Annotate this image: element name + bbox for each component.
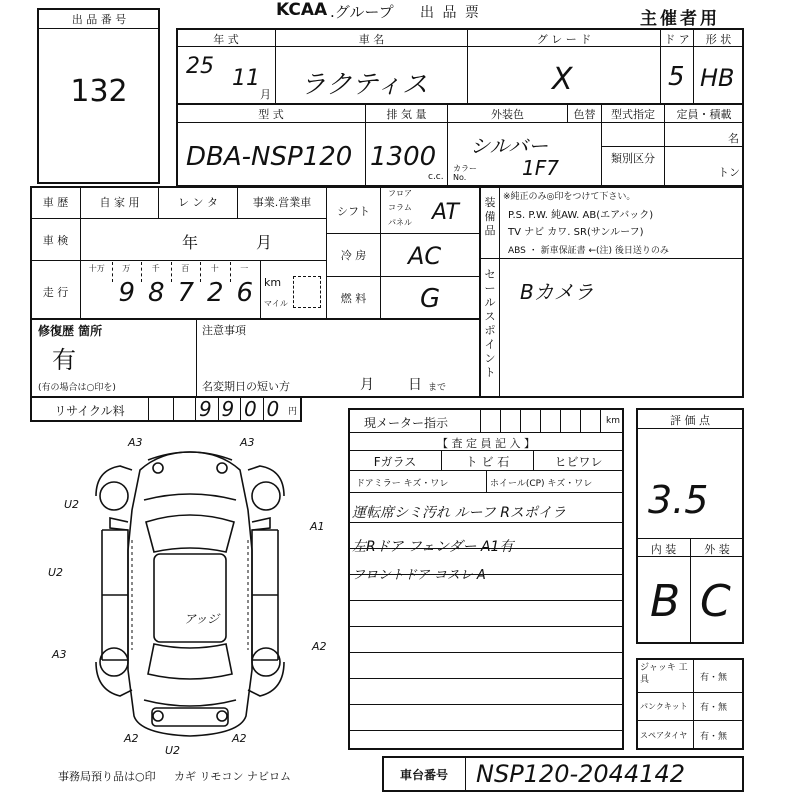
puncture-label: パンクキット xyxy=(640,702,688,711)
ac-value: AC xyxy=(408,242,442,270)
meter-digit-sep xyxy=(540,409,541,432)
mileage-digit-sep xyxy=(171,262,172,282)
inspector-label: 【 査 定 員 記 入 】 xyxy=(437,437,535,450)
inspection-month-unit: 月 xyxy=(256,233,273,252)
damage-a3-front-right: A3 xyxy=(240,436,255,449)
mileage-digit-sep xyxy=(141,262,142,282)
rental-label: レ ン タ xyxy=(178,196,218,209)
meter-digit-sep xyxy=(520,409,521,432)
mileage-digit: 7 xyxy=(177,278,195,308)
remark-rule xyxy=(349,704,623,705)
tobi-label: ト ビ 石 xyxy=(465,455,510,469)
recycle-digit-sep xyxy=(263,397,264,421)
tools-line2 xyxy=(637,720,743,721)
chassis-sep xyxy=(465,757,466,791)
repair-value: 有 xyxy=(52,346,76,374)
recycle-digit-sep xyxy=(218,397,219,421)
spare-value: 有・無 xyxy=(700,732,728,742)
remark-1: 運転席シミ汚れ ルーフ Rスポイラ xyxy=(352,505,566,521)
exterior-value-eval: C xyxy=(700,576,731,627)
deadline-label: 名変期日の短い方 xyxy=(202,380,290,393)
hist-line3 xyxy=(31,318,480,320)
meter-digit-sep xyxy=(480,409,481,432)
office-note: 事務局預り品は○印 xyxy=(58,770,156,783)
damage-a2-rear-bumper-right: A2 xyxy=(232,732,247,745)
tools-line1 xyxy=(637,692,743,693)
equipment-line3: ABS ・ 新車保証書 ←(注) 後日送りのみ xyxy=(508,246,669,256)
mileage-digit-label: 千 xyxy=(151,264,160,273)
recycle-digit-sep xyxy=(195,397,196,421)
recycle-digit: 0 xyxy=(244,397,257,421)
type-label: 型 式 xyxy=(258,108,284,121)
deadline-day: 日 xyxy=(408,377,422,393)
color-no-value: 1F7 xyxy=(522,156,559,180)
spare-label: スペアタイヤ xyxy=(640,731,688,740)
ac-label: 冷 房 xyxy=(340,249,367,262)
capacity-unit-persons: 名 xyxy=(728,132,739,145)
eval-score: 3.5 xyxy=(648,478,709,522)
row2-sub2 xyxy=(602,122,743,123)
remark-rule xyxy=(349,652,623,653)
repair-note: (有の場合は○印を) xyxy=(38,383,116,393)
shift-col2 xyxy=(479,187,481,397)
meter-unit: km xyxy=(606,416,620,426)
recycle-digit: 0 xyxy=(266,397,280,421)
shift-option-column: コラム xyxy=(388,203,412,212)
meter-label: 現メーター指示 xyxy=(364,416,449,430)
body-value: HB xyxy=(700,64,735,92)
row2-sub4 xyxy=(665,146,743,147)
recycle-digit-sep xyxy=(173,397,174,421)
type-value: DBA-NSP120 xyxy=(186,142,353,172)
recycle-digit: 9 xyxy=(221,397,235,421)
repair-col xyxy=(196,319,197,397)
type-designation-label: 型式指定 xyxy=(611,108,655,121)
body-label: 形 状 xyxy=(705,33,732,46)
interior-value: B xyxy=(650,576,681,627)
mile-label: マイル xyxy=(264,299,288,308)
mileage-digit-label: 一 xyxy=(240,264,249,273)
row2-header-line xyxy=(177,122,467,123)
month-unit: 月 xyxy=(260,88,271,101)
recycle-label: リサイクル料 xyxy=(54,404,125,418)
hist-line2 xyxy=(31,260,326,261)
mile-checkbox xyxy=(293,276,321,308)
model-label: 車 名 xyxy=(358,33,385,46)
shift-option-floor: フロア xyxy=(388,189,412,198)
shift-line1 xyxy=(327,233,479,234)
remark-rule xyxy=(349,678,623,679)
doors-value: 5 xyxy=(668,62,685,92)
mirror-label: ドアミラー キズ・ワレ xyxy=(356,479,449,489)
equip-bottom xyxy=(480,258,743,259)
equipment-line1: P.S. P.W. 純AW. AB(エアバック) xyxy=(508,210,654,221)
puncture-value: 有・無 xyxy=(700,703,728,713)
notes-label: 注意事項 xyxy=(202,324,246,337)
color-change-label: 色替 xyxy=(573,108,596,121)
equipment-line2: TV ナビ カワ. SR(サンルーフ) xyxy=(508,227,644,238)
glass-top xyxy=(349,450,623,451)
mileage-digit-label: 十 xyxy=(210,264,219,273)
sales-value: Bカメラ xyxy=(520,280,594,304)
grade-label: グ レ ー ド xyxy=(536,33,592,46)
shift-label: シフト xyxy=(337,205,370,218)
title-form: 出 品 票 xyxy=(420,5,481,21)
mileage-digit-label: 十万 xyxy=(88,264,105,273)
meter-digit-sep xyxy=(580,409,581,432)
row2-sub1 xyxy=(448,122,601,123)
exterior-label: 外装色 xyxy=(491,108,524,121)
jack-label: ジャッキ 工 具 xyxy=(640,663,688,685)
equipment-label: 装備品 xyxy=(484,196,496,237)
mirror-bottom xyxy=(349,492,623,493)
fuel-label: 燃 料 xyxy=(340,292,367,305)
recycle-digit: 9 xyxy=(199,397,212,421)
recycle-digit-sep xyxy=(240,397,241,421)
shift-option-panel: パネル xyxy=(388,218,412,227)
jack-value: 有・無 xyxy=(700,673,728,683)
exterior-value: シルバー xyxy=(470,134,549,158)
category-label: 類別区分 xyxy=(611,152,655,165)
capacity-unit-tons: トン xyxy=(718,166,740,179)
lot-number: 132 xyxy=(70,74,128,109)
mileage-digit-sep xyxy=(112,262,113,282)
meter-digit-sep xyxy=(500,409,501,432)
exterior-label-eval: 外 装 xyxy=(704,543,730,556)
damage-u2-rear: U2 xyxy=(165,744,181,757)
shift-line2 xyxy=(327,276,479,277)
damage-u2-left: U2 xyxy=(64,498,80,511)
damage-a1-right: A1 xyxy=(310,520,325,533)
meter-line xyxy=(349,432,623,433)
recycle-sep xyxy=(148,397,149,421)
remark-rule xyxy=(349,730,623,731)
model-value: ラクティス xyxy=(300,70,428,100)
mileage-digit-sep xyxy=(230,262,231,282)
km-label: km xyxy=(264,276,282,289)
remark-rule xyxy=(349,522,623,523)
mileage-digit-label: 百 xyxy=(181,264,190,273)
shift-col1 xyxy=(380,187,381,318)
inspection-label: 車 検 xyxy=(42,234,69,247)
interior-label: 内 装 xyxy=(650,543,677,556)
displacement-label: 排 気 量 xyxy=(386,108,427,121)
row2-sub3 xyxy=(602,146,664,147)
mileage-digit: 2 xyxy=(207,278,224,308)
grade-value: X xyxy=(552,62,573,97)
deadline-until: まで xyxy=(428,383,447,393)
chassis-value: NSP120-2044142 xyxy=(476,760,686,788)
damage-a3-rear-left: A3 xyxy=(52,648,67,661)
mileage-label: 走 行 xyxy=(42,286,69,299)
damage-a2-rear-bumper-left: A2 xyxy=(124,732,139,745)
eval-label: 評 価 点 xyxy=(670,414,710,427)
sales-label: セールスポイント xyxy=(484,268,496,379)
equip-col xyxy=(499,187,500,397)
private-label: 自 家 用 xyxy=(99,196,140,209)
office-items: カギ リモコン ナビロム xyxy=(174,770,291,783)
remark-rule xyxy=(349,600,623,601)
lot-divider xyxy=(38,28,159,29)
damage-u2-left-door: U2 xyxy=(48,566,64,579)
damage-a2-rear-right: A2 xyxy=(312,640,327,653)
deadline-month: 月 xyxy=(360,377,374,393)
car-diagram xyxy=(40,430,340,760)
chassis-label: 車台番号 xyxy=(399,768,448,782)
crack-label: ヒビワレ xyxy=(554,455,603,469)
remark-3: フロントドア コスレ A xyxy=(352,568,486,583)
tools-sep xyxy=(693,659,694,749)
displacement-value: 1300 xyxy=(370,142,437,172)
damage-a3-front-left: A3 xyxy=(128,436,143,449)
mileage-digit-label: 万 xyxy=(122,264,131,273)
history-label: 車 歴 xyxy=(42,196,69,209)
mileage-digit-sep xyxy=(200,262,201,282)
year-value: 25 xyxy=(186,54,214,79)
hist-line1 xyxy=(31,218,326,219)
mileage-unit-sep xyxy=(260,261,261,318)
logo: KCAA xyxy=(276,0,328,20)
recycle-unit: 円 xyxy=(288,407,298,417)
mileage-digit: 8 xyxy=(148,278,165,308)
month-value: 11 xyxy=(232,66,260,91)
remark-2: 左Rドア フェンダー A1有 xyxy=(352,539,514,555)
repair-label: 修復歴 箇所 xyxy=(38,324,103,338)
mirror-sep xyxy=(486,471,487,492)
doors-label: ド ア xyxy=(664,33,690,46)
year-label: 年 式 xyxy=(213,33,239,46)
fuel-value: G xyxy=(420,284,441,314)
organizer-label: 主催者用 xyxy=(640,9,720,29)
eval-line1 xyxy=(637,428,743,429)
remark-rule xyxy=(349,626,623,627)
meter-digit-sep xyxy=(560,409,561,432)
shift-value: AT xyxy=(432,200,459,225)
lot-label: 出 品 番 号 xyxy=(71,13,127,26)
mileage-digit: 9 xyxy=(118,278,136,308)
title-group: .グループ xyxy=(330,3,394,21)
business-label: 事業.営業車 xyxy=(252,196,312,209)
wheel-label: ホイール(CP) キズ・ワレ xyxy=(490,479,593,489)
glass-label: Fガラス xyxy=(373,455,417,469)
meter-digit-sep xyxy=(600,409,601,432)
displacement-unit: c.c. xyxy=(428,172,444,182)
damage-roof-note: アッジ xyxy=(184,612,220,626)
inspection-year-unit: 年 xyxy=(182,233,199,252)
mileage-digit: 6 xyxy=(236,278,254,308)
equipment-note: ※純正のみ◎印をつけて下さい。 xyxy=(503,192,636,202)
color-no-label: カラー No. xyxy=(453,164,477,182)
capacity-label: 定員・積載 xyxy=(676,108,732,121)
